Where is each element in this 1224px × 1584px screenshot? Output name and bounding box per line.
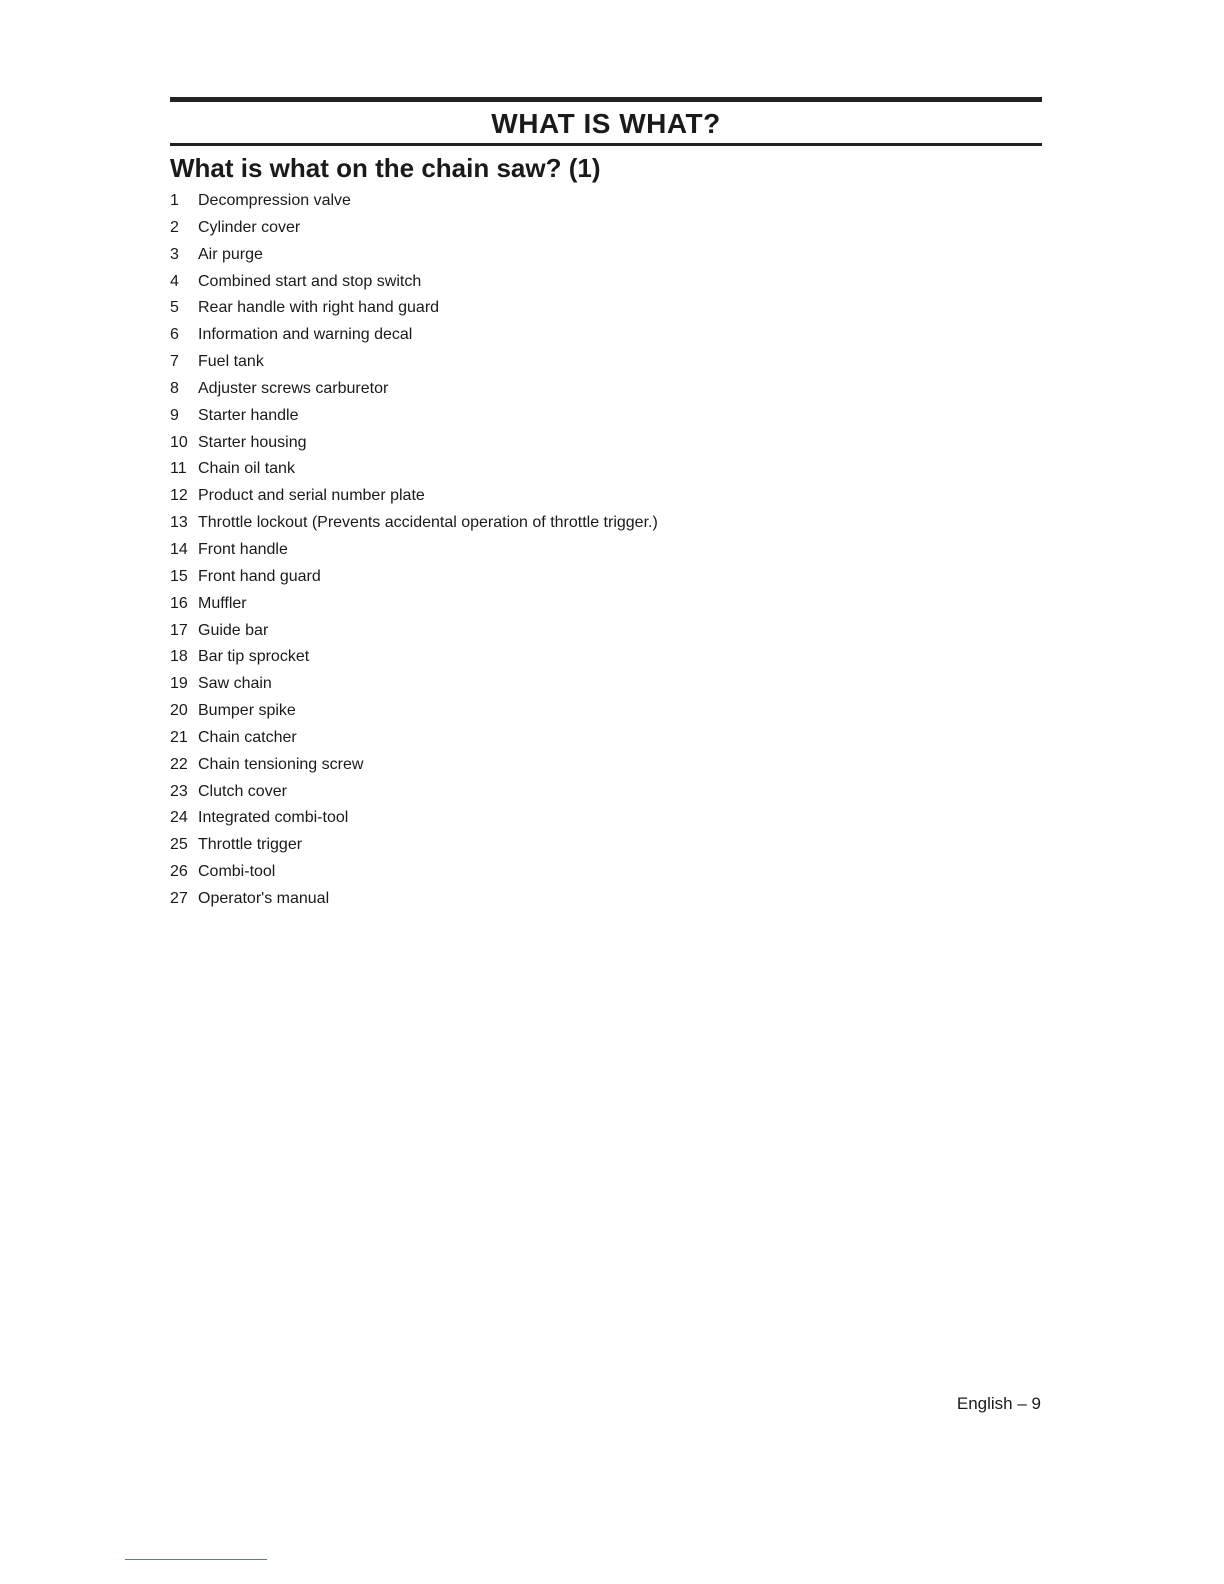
item-number: 16 bbox=[170, 594, 188, 612]
item-number: 3 bbox=[170, 245, 179, 263]
item-number: 14 bbox=[170, 540, 188, 558]
item-label: Throttle lockout (Prevents accidental operation of throttle trigger.) bbox=[198, 514, 658, 532]
list-item bbox=[170, 698, 658, 725]
item-label: Air purge bbox=[198, 245, 263, 263]
list-item bbox=[170, 242, 658, 269]
top-divider bbox=[170, 97, 1042, 102]
item-label: Fuel tank bbox=[198, 353, 264, 371]
item-label: Adjuster screws carburetor bbox=[198, 379, 389, 397]
item-number: 15 bbox=[170, 567, 188, 585]
item-number: 10 bbox=[170, 433, 188, 451]
item-number: 7 bbox=[170, 353, 179, 371]
list-item bbox=[170, 832, 658, 859]
item-number: 13 bbox=[170, 514, 188, 532]
item-label: Clutch cover bbox=[198, 782, 287, 800]
list-item bbox=[170, 483, 658, 510]
item-number: 8 bbox=[170, 379, 179, 397]
list-item bbox=[170, 456, 658, 483]
list-item bbox=[170, 376, 658, 403]
list-item bbox=[170, 644, 658, 671]
item-number: 12 bbox=[170, 487, 188, 505]
item-label: Starter housing bbox=[198, 433, 307, 451]
subheading: What is what on the chain saw? (1) bbox=[170, 153, 601, 183]
item-number: 11 bbox=[170, 460, 187, 478]
list-item bbox=[170, 779, 658, 806]
item-number: 24 bbox=[170, 809, 188, 827]
item-number: 22 bbox=[170, 755, 188, 773]
item-label: Rear handle with right hand guard bbox=[198, 299, 440, 317]
list-item bbox=[170, 886, 658, 913]
item-label: Decompression valve bbox=[198, 192, 351, 209]
item-label: Operator's manual bbox=[198, 889, 330, 907]
item-label: Chain tensioning screw bbox=[198, 755, 364, 773]
item-label: Bar tip sprocket bbox=[198, 648, 310, 666]
item-label: Combined start and stop switch bbox=[198, 272, 422, 290]
item-number: 1 bbox=[170, 192, 179, 209]
list-item bbox=[170, 537, 658, 564]
item-label: Cylinder cover bbox=[198, 218, 301, 236]
item-number: 26 bbox=[170, 863, 188, 881]
item-label: Muffler bbox=[198, 594, 247, 612]
item-label: Guide bar bbox=[198, 621, 269, 639]
item-number: 2 bbox=[170, 218, 179, 236]
item-label: Product and serial number plate bbox=[198, 487, 425, 505]
item-number: 17 bbox=[170, 621, 188, 639]
page-footer: English – 9 bbox=[956, 1394, 1041, 1413]
item-number: 4 bbox=[170, 272, 179, 290]
item-label: Starter handle bbox=[198, 406, 299, 424]
list-item bbox=[170, 725, 658, 752]
item-number: 25 bbox=[170, 836, 188, 854]
list-item bbox=[170, 403, 658, 430]
list-item bbox=[170, 188, 658, 215]
item-label: Combi-tool bbox=[198, 863, 276, 881]
list-item bbox=[170, 564, 658, 591]
item-label: Throttle trigger bbox=[198, 836, 303, 854]
item-number: 21 bbox=[170, 728, 188, 746]
item-label: Integrated combi-tool bbox=[198, 809, 349, 827]
item-number: 9 bbox=[170, 406, 179, 424]
list-item bbox=[170, 591, 658, 618]
parts-list bbox=[170, 188, 658, 913]
list-item bbox=[170, 349, 658, 376]
item-number: 19 bbox=[170, 675, 188, 693]
item-label: Front handle bbox=[198, 540, 288, 558]
item-label: Front hand guard bbox=[198, 567, 321, 585]
item-number: 5 bbox=[170, 299, 179, 317]
item-number: 6 bbox=[170, 326, 179, 344]
item-number: 23 bbox=[170, 782, 188, 800]
item-label: Saw chain bbox=[198, 675, 272, 693]
item-number: 20 bbox=[170, 702, 188, 720]
section-heading: WHAT IS WHAT? bbox=[491, 108, 721, 139]
list-item bbox=[170, 618, 658, 645]
page-edge-line bbox=[125, 1559, 267, 1560]
item-number: 18 bbox=[170, 648, 188, 666]
list-item bbox=[170, 215, 658, 242]
list-item bbox=[170, 671, 658, 698]
list-item bbox=[170, 859, 658, 886]
item-label: Information and warning decal bbox=[198, 326, 413, 344]
list-item bbox=[170, 752, 658, 779]
item-number: 27 bbox=[170, 889, 188, 907]
item-label: Chain catcher bbox=[198, 728, 297, 746]
list-item bbox=[170, 510, 658, 537]
list-item bbox=[170, 295, 658, 322]
item-label: Bumper spike bbox=[198, 702, 296, 720]
heading-divider bbox=[170, 143, 1042, 146]
list-item bbox=[170, 805, 658, 832]
list-item bbox=[170, 322, 658, 349]
item-label: Chain oil tank bbox=[198, 460, 295, 478]
list-item bbox=[170, 430, 658, 457]
list-item bbox=[170, 269, 658, 296]
